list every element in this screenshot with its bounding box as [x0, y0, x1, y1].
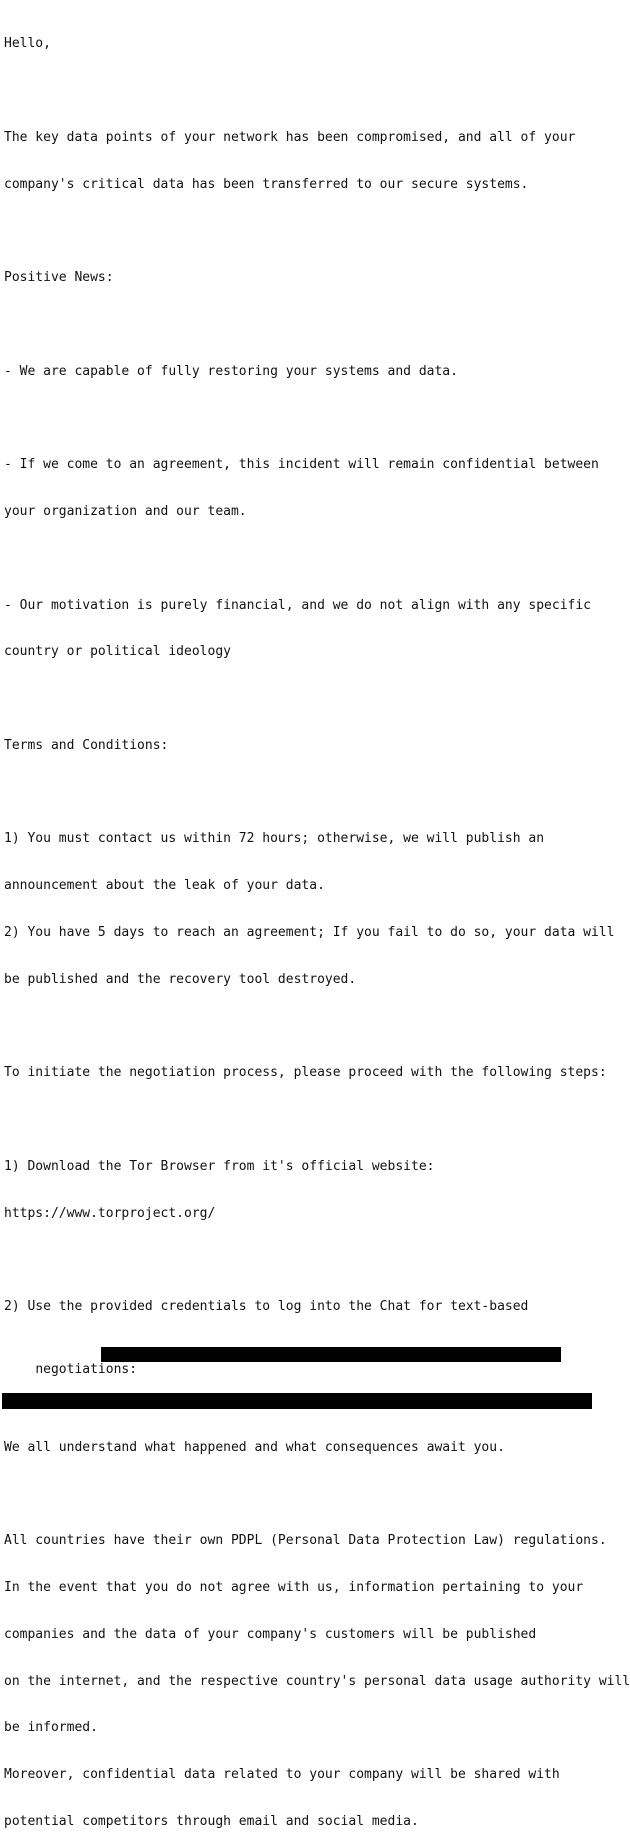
positive-heading: Positive News:	[4, 270, 114, 286]
spacer	[4, 1019, 596, 1035]
step-item: 2) Use the provided credentials to log into the Chat for text-based	[4, 1299, 529, 1315]
spacer	[4, 223, 596, 239]
step-item: 1) Download the Tor Browser from it's official website:	[4, 1158, 435, 1174]
spacer	[4, 317, 596, 333]
pdpl-line: potential competitors through email and social media.	[4, 1813, 419, 1829]
redaction-bar	[2, 1393, 592, 1409]
tor-url: https://www.torproject.org/	[4, 1205, 216, 1221]
terms-heading: Terms and Conditions:	[4, 737, 169, 753]
term-item: be published and the recovery tool destroyed.	[4, 971, 357, 987]
spacer	[4, 785, 596, 801]
spacer	[4, 691, 596, 707]
positive-item: - We are capable of fully restoring your systems and data.	[4, 363, 458, 379]
term-item: announcement about the leak of your data.	[4, 878, 325, 894]
pdpl-line: on the internet, and the respective country's personal data usage authority will	[4, 1673, 630, 1689]
positive-item: - If we come to an agreement, this incident will remain confidential between	[4, 457, 599, 473]
step-item: negotiations:	[35, 1361, 138, 1377]
pdpl-line: companies and the data of your company's customers will be published	[4, 1626, 537, 1642]
term-item: 1) You must contact us within 72 hours; otherwise, we will publish an	[4, 831, 545, 847]
ransom-note	[4, 5, 630, 1845]
positive-item: your organization and our team.	[4, 504, 247, 519]
pdpl-line: be informed.	[4, 1720, 98, 1736]
spacer	[4, 1253, 596, 1269]
intro-line: The key data points of your network has been compromised, and all of your	[4, 129, 576, 145]
spacer	[4, 83, 596, 99]
credentials-line	[4, 1346, 596, 1377]
positive-item: - Our motivation is purely financial, and we do not align with any specific	[4, 597, 591, 613]
negotiation-intro: To initiate the negotiation process, please proceed with the following steps:	[4, 1065, 607, 1081]
spacer	[4, 410, 596, 426]
spacer	[4, 551, 596, 567]
pdpl-line: In the event that you do not agree with us, information pertaining to your	[4, 1579, 584, 1595]
credentials-line	[4, 1393, 596, 1409]
understand-line: We all understand what happened and what consequences await you.	[4, 1439, 505, 1455]
redaction-bar	[101, 1347, 561, 1362]
pdpl-line: Moreover, confidential data related to your company will be shared with	[4, 1767, 560, 1783]
term-item: 2) You have 5 days to reach an agreement; If you fail to do so, your data will	[4, 925, 615, 941]
positive-item: country or political ideology	[4, 644, 231, 660]
pdpl-line: All countries have their own PDPL (Personal Data Protection Law) regulations.	[4, 1533, 607, 1549]
spacer	[4, 1486, 596, 1502]
greeting: Hello,	[4, 36, 51, 52]
spacer	[4, 1112, 596, 1128]
intro-line: company's critical data has been transferred to our secure systems.	[4, 176, 529, 192]
